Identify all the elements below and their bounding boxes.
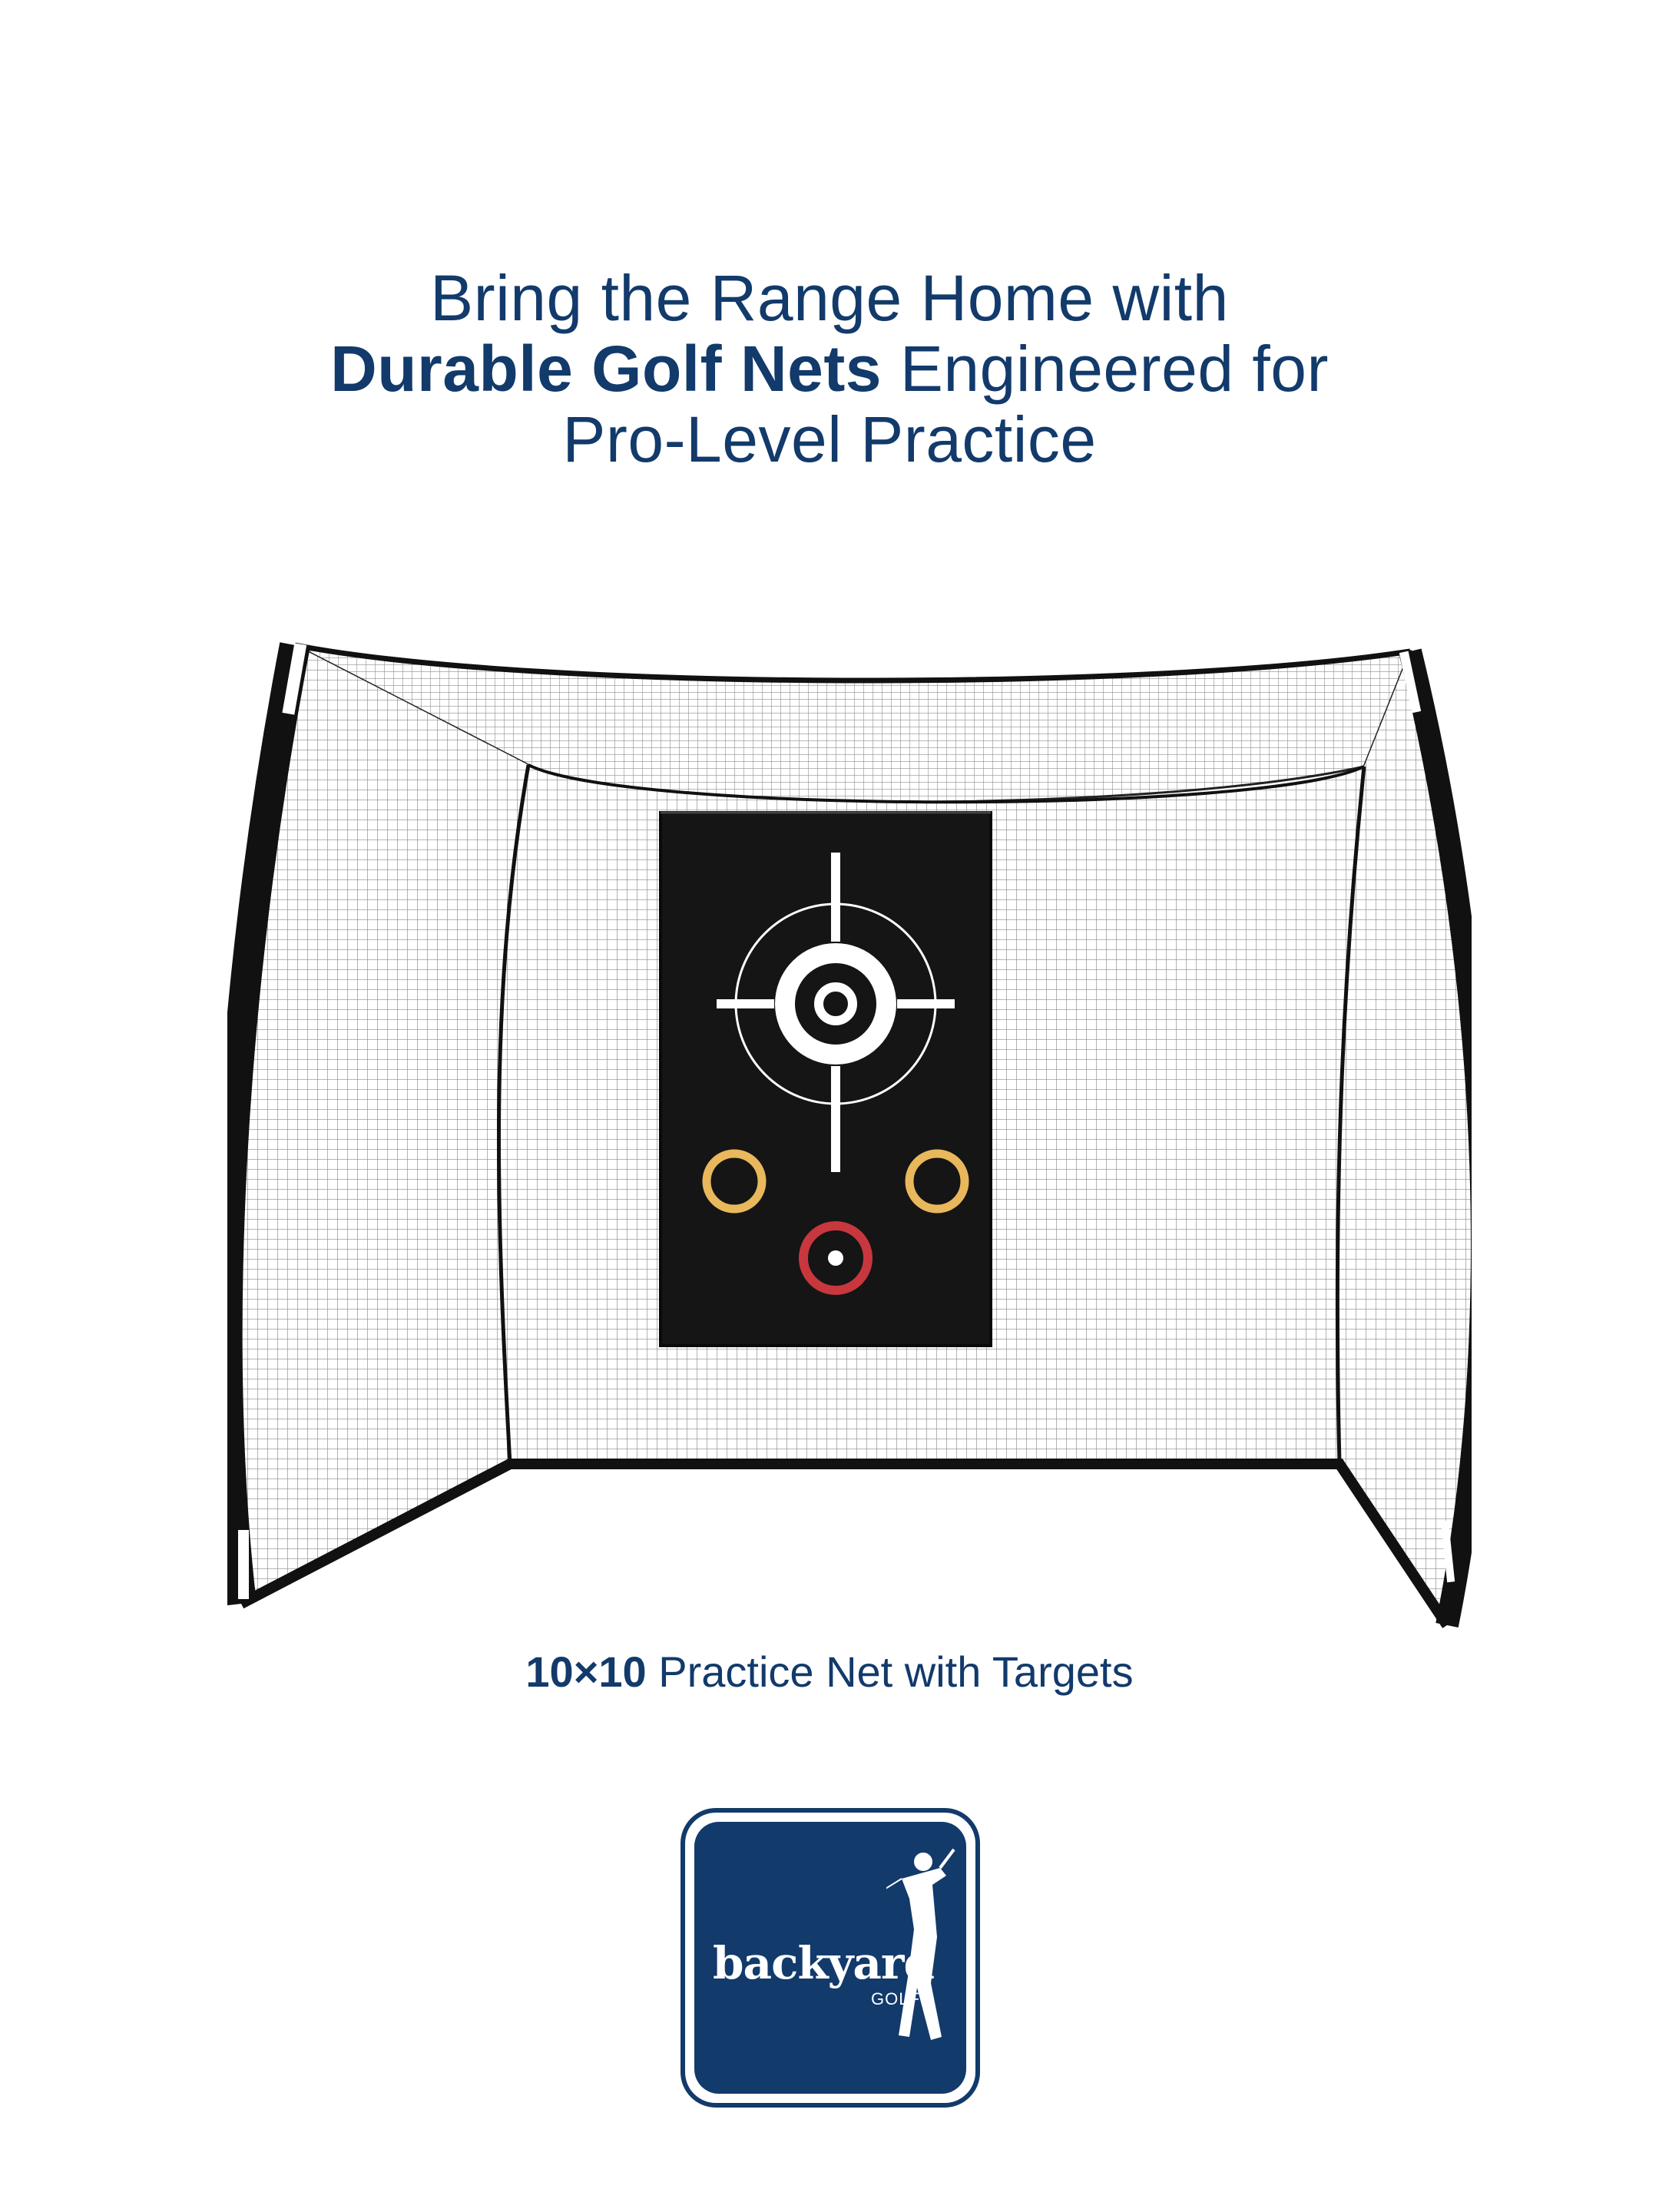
practice-net-image [227, 630, 1472, 1659]
headline-bold: Durable Golf Nets [330, 333, 882, 405]
backyard-golf-logo [685, 1813, 975, 2103]
headline-line-2-rest: Engineered for [882, 333, 1329, 405]
caption-size: 10×10 [525, 1647, 647, 1696]
product-caption [0, 1647, 1659, 1697]
logo-badge [694, 1822, 966, 2094]
headline [0, 263, 1659, 475]
target-sheet [661, 813, 991, 1346]
headline-line-2 [0, 333, 1659, 404]
caption-text: Practice Net with Targets [646, 1647, 1134, 1696]
logo-subtitle: GOLF [871, 1989, 920, 2008]
headline-line-1: Bring the Range Home with [430, 262, 1229, 334]
logo-wordmark: backyard [713, 1937, 935, 1989]
headline-line-3: Pro-Level Practice [562, 403, 1097, 475]
